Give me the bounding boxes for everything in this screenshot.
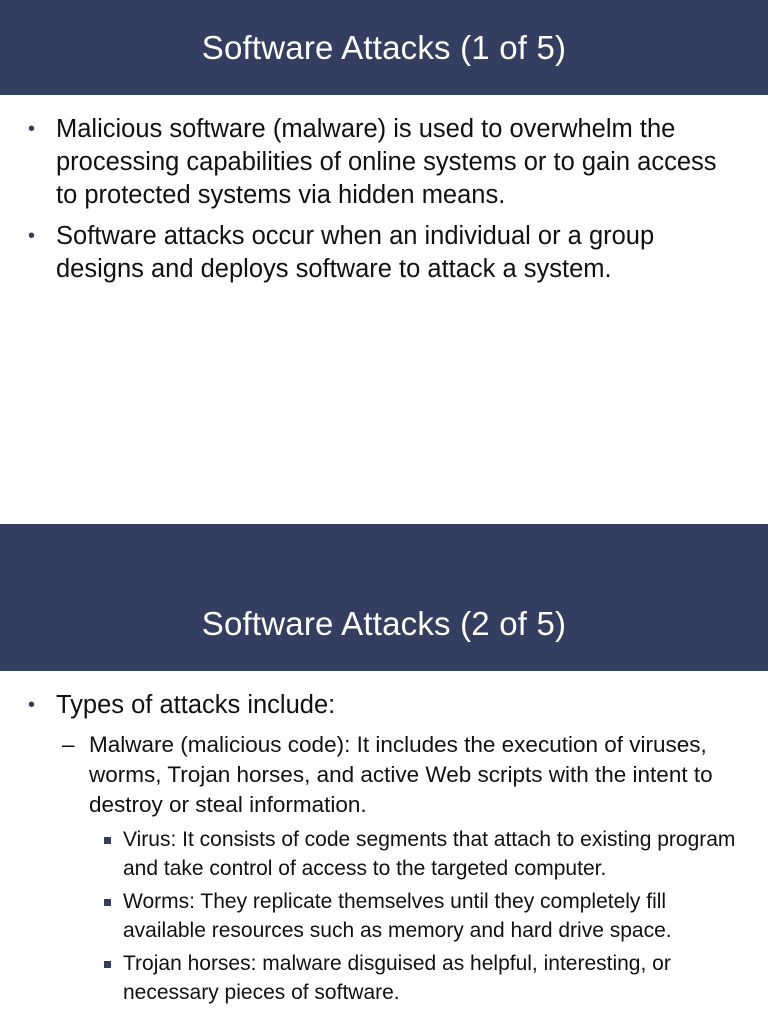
slide-2-sub-sub-bullet-text: Trojan horses: malware disguised as helpful, interesting, or necessary pieces of software. bbox=[123, 952, 671, 1004]
slide-2-sub-bullet bbox=[0, 730, 768, 820]
square-bullet-icon bbox=[104, 961, 111, 968]
slide-1-content bbox=[0, 113, 768, 294]
slide-1-bullet bbox=[0, 220, 768, 286]
slide-1-bullet-text: Software attacks occur when an individual or a group designs and deploys software to attack a system. bbox=[56, 222, 655, 283]
square-bullet-icon bbox=[104, 899, 111, 906]
slide-2-sub-sub-bullet-text: Virus: It consists of code segments that attach to existing program and take control of access to the targeted computer. bbox=[123, 828, 736, 880]
slide-2-sub-bullet-text: Malware (malicious code): It includes the execution of viruses, worms, Trojan horses, and active Web scripts with the intent to destroy or steal information. bbox=[89, 732, 713, 817]
bullet-dot-icon: • bbox=[28, 118, 36, 140]
slide-2-sub-sub-bullet-text: Worms: They replicate themselves until they completely fill available resources such as memory and hard drive space. bbox=[123, 890, 672, 942]
bullet-dot-icon: • bbox=[28, 225, 36, 247]
slide-2-sub-sub-bullet bbox=[0, 826, 768, 883]
slide-1-title: Software Attacks (1 of 5) bbox=[201, 28, 567, 66]
slide-2-title-bar bbox=[0, 524, 768, 671]
slide-1-title-bar bbox=[0, 0, 768, 95]
square-bullet-icon bbox=[104, 837, 111, 844]
dash-bullet-icon: – bbox=[62, 732, 75, 757]
slide-2-title: Software Attacks (2 of 5) bbox=[201, 604, 567, 642]
slide-2-content bbox=[0, 689, 768, 1012]
bullet-dot-icon: • bbox=[28, 694, 36, 716]
slide-1-bullet-text: Malicious software (malware) is used to overwhelm the processing capabilities of online systems or to gain access to protected systems via hidden means. bbox=[56, 115, 717, 209]
slide-2-bullet bbox=[0, 689, 768, 722]
slide-2-sub-sub-bullet bbox=[0, 950, 768, 1007]
slide-1-bullet bbox=[0, 113, 768, 212]
slide-2-sub-sub-bullet bbox=[0, 888, 768, 945]
slide-2-bullet-text: Types of attacks include: bbox=[56, 691, 336, 719]
